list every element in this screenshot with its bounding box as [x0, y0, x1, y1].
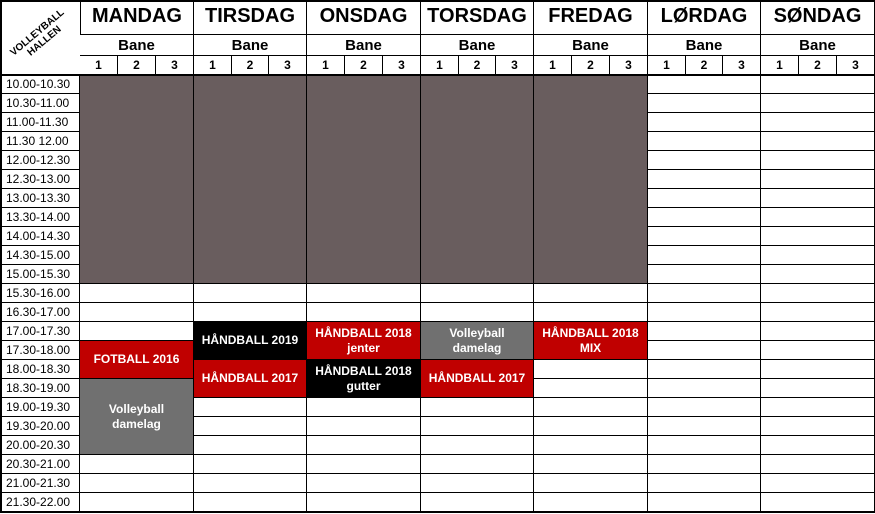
day-slot-cell[interactable] [534, 436, 648, 455]
day-slot-cell[interactable] [421, 474, 534, 493]
day-slot-cell[interactable] [194, 398, 307, 417]
day-slot-cell[interactable] [194, 474, 307, 493]
day-header: TIRSDAG [194, 0, 307, 35]
day-slot-cell[interactable] [761, 132, 875, 151]
time-slot: 10.30-11.00 [0, 94, 80, 113]
day-slot-cell[interactable] [761, 417, 875, 436]
court-number: 3 [837, 56, 875, 75]
day-slot-cell[interactable] [761, 284, 875, 303]
court-number: 1 [648, 56, 686, 75]
day-slot-cell[interactable] [534, 284, 648, 303]
bane-label: Bane [648, 35, 761, 56]
court-number: 1 [80, 56, 118, 75]
day-slot-cell[interactable] [307, 398, 421, 417]
time-slot: 12.30-13.00 [0, 170, 80, 189]
day-slot-cell[interactable] [761, 265, 875, 284]
time-slot: 21.00-21.30 [0, 474, 80, 493]
day-slot-cell[interactable] [648, 113, 761, 132]
day-slot-cell[interactable] [534, 455, 648, 474]
time-slot: 19.30-20.00 [0, 417, 80, 436]
time-slot: 12.00-12.30 [0, 151, 80, 170]
day-header: LØRDAG [648, 0, 761, 35]
day-slot-cell[interactable] [648, 455, 761, 474]
court-number: 1 [421, 56, 459, 75]
day-slot-cell[interactable] [648, 94, 761, 113]
day-slot-cell[interactable] [307, 474, 421, 493]
unavailable-block[interactable] [306, 74, 421, 284]
day-slot-cell[interactable] [194, 436, 307, 455]
day-slot-cell[interactable] [307, 436, 421, 455]
day-slot-cell[interactable] [761, 208, 875, 227]
time-slot: 19.00-19.30 [0, 398, 80, 417]
bane-label: Bane [534, 35, 648, 56]
bane-label: Bane [761, 35, 875, 56]
court-number: 2 [232, 56, 269, 75]
bane-label: Bane [194, 35, 307, 56]
day-slot-cell[interactable] [648, 265, 761, 284]
day-slot-cell[interactable] [421, 284, 534, 303]
court-number: 3 [383, 56, 421, 75]
time-slot: 21.30-22.00 [0, 493, 80, 512]
day-slot-cell[interactable] [761, 474, 875, 493]
court-number: 2 [118, 56, 156, 75]
day-slot-cell[interactable] [648, 417, 761, 436]
day-header: ONSDAG [307, 0, 421, 35]
booking-block[interactable] [306, 321, 421, 360]
court-number: 3 [723, 56, 761, 75]
booking-label: HÅNDBALL 2019 [201, 333, 299, 347]
day-slot-cell[interactable] [648, 436, 761, 455]
day-slot-cell[interactable] [194, 493, 307, 512]
court-number: 2 [459, 56, 496, 75]
day-slot-cell[interactable] [194, 417, 307, 436]
time-slot: 15.30-16.00 [0, 284, 80, 303]
day-header: FREDAG [534, 0, 648, 35]
day-slot-cell[interactable] [648, 132, 761, 151]
court-number: 3 [269, 56, 307, 75]
unavailable-block[interactable] [79, 74, 194, 284]
time-slot: 17.00-17.30 [0, 322, 80, 341]
time-slot: 17.30-18.00 [0, 341, 80, 360]
hall-label-cell [0, 0, 80, 75]
booking-label: HÅNDBALL 2018 gutter [315, 363, 412, 393]
booking-block[interactable] [306, 359, 421, 398]
booking-label: HÅNDBALL 2017 [201, 371, 299, 385]
day-slot-cell[interactable] [648, 246, 761, 265]
court-number: 2 [799, 56, 837, 75]
day-header: SØNDAG [761, 0, 875, 35]
time-slot: 11.00-11.30 [0, 113, 80, 132]
day-slot-cell[interactable] [761, 379, 875, 398]
time-slot: 13.00-13.30 [0, 189, 80, 208]
day-slot-cell[interactable] [761, 151, 875, 170]
unavailable-block[interactable] [420, 74, 534, 284]
hall-label: VOLLEYBALL HALLEN [8, 7, 67, 59]
court-number: 1 [761, 56, 799, 75]
time-slot: 18.00-18.30 [0, 360, 80, 379]
court-number: 1 [307, 56, 345, 75]
day-slot-cell[interactable] [648, 322, 761, 341]
time-slot: 13.30-14.00 [0, 208, 80, 227]
day-slot-cell[interactable] [194, 455, 307, 474]
day-slot-cell[interactable] [648, 151, 761, 170]
day-slot-cell[interactable] [761, 189, 875, 208]
day-slot-cell[interactable] [648, 284, 761, 303]
court-number: 2 [572, 56, 610, 75]
booking-label: HÅNDBALL 2018 MIX [542, 325, 639, 355]
day-slot-cell[interactable] [648, 398, 761, 417]
court-number: 3 [496, 56, 534, 75]
day-slot-cell[interactable] [648, 360, 761, 379]
day-slot-cell[interactable] [194, 284, 307, 303]
day-slot-cell[interactable] [648, 189, 761, 208]
day-slot-cell[interactable] [80, 303, 194, 322]
booking-label: Volleyball damelag [108, 401, 165, 431]
day-header: TORSDAG [421, 0, 534, 35]
day-slot-cell[interactable] [761, 113, 875, 132]
day-slot-cell[interactable] [761, 398, 875, 417]
booking-label: FOTBALL 2016 [93, 352, 180, 366]
day-slot-cell[interactable] [648, 474, 761, 493]
day-slot-cell[interactable] [421, 303, 534, 322]
day-slot-cell[interactable] [761, 94, 875, 113]
day-slot-cell[interactable] [761, 455, 875, 474]
day-slot-cell[interactable] [80, 284, 194, 303]
booking-block[interactable] [193, 321, 307, 360]
day-slot-cell[interactable] [421, 436, 534, 455]
day-slot-cell[interactable] [307, 455, 421, 474]
day-slot-cell[interactable] [648, 208, 761, 227]
day-slot-cell[interactable] [307, 284, 421, 303]
day-slot-cell[interactable] [761, 493, 875, 512]
day-slot-cell[interactable] [534, 379, 648, 398]
unavailable-block[interactable] [193, 74, 307, 284]
booking-label: Volleyball damelag [449, 325, 505, 355]
day-slot-cell[interactable] [761, 227, 875, 246]
court-number: 2 [686, 56, 723, 75]
day-slot-cell[interactable] [761, 322, 875, 341]
day-slot-cell[interactable] [534, 493, 648, 512]
court-number: 3 [156, 56, 194, 75]
booking-block[interactable] [420, 359, 534, 398]
day-slot-cell[interactable] [80, 322, 194, 341]
time-slot: 11.30 12.00 [0, 132, 80, 151]
time-slot: 16.30-17.00 [0, 303, 80, 322]
day-slot-cell[interactable] [648, 227, 761, 246]
day-slot-cell[interactable] [761, 246, 875, 265]
day-slot-cell[interactable] [648, 379, 761, 398]
time-slot: 20.30-21.00 [0, 455, 80, 474]
day-slot-cell[interactable] [534, 360, 648, 379]
day-slot-cell[interactable] [648, 170, 761, 189]
time-slot: 14.30-15.00 [0, 246, 80, 265]
day-slot-cell[interactable] [194, 303, 307, 322]
day-slot-cell[interactable] [421, 398, 534, 417]
unavailable-block[interactable] [533, 74, 648, 284]
day-slot-cell[interactable] [534, 474, 648, 493]
day-slot-cell[interactable] [761, 75, 875, 94]
time-slot: 15.00-15.30 [0, 265, 80, 284]
day-slot-cell[interactable] [421, 493, 534, 512]
court-number: 1 [534, 56, 572, 75]
court-number: 3 [610, 56, 648, 75]
day-header: MANDAG [80, 0, 194, 35]
day-slot-cell[interactable] [648, 341, 761, 360]
day-slot-cell[interactable] [648, 75, 761, 94]
time-slot: 10.00-10.30 [0, 75, 80, 94]
booking-block[interactable] [79, 340, 194, 379]
day-slot-cell[interactable] [648, 303, 761, 322]
day-slot-cell[interactable] [307, 303, 421, 322]
bane-label: Bane [421, 35, 534, 56]
day-slot-cell[interactable] [421, 417, 534, 436]
court-number: 1 [194, 56, 232, 75]
booking-block[interactable] [79, 378, 194, 455]
time-slot: 14.00-14.30 [0, 227, 80, 246]
day-slot-cell[interactable] [80, 493, 194, 512]
booking-label: HÅNDBALL 2018 jenter [315, 325, 412, 355]
day-slot-cell[interactable] [80, 474, 194, 493]
day-slot-cell[interactable] [534, 417, 648, 436]
day-slot-cell[interactable] [534, 303, 648, 322]
day-slot-cell[interactable] [307, 417, 421, 436]
day-slot-cell[interactable] [761, 341, 875, 360]
booking-block[interactable] [193, 359, 307, 398]
day-slot-cell[interactable] [421, 455, 534, 474]
booking-label: HÅNDBALL 2017 [428, 371, 526, 385]
day-slot-cell[interactable] [761, 436, 875, 455]
booking-block[interactable] [420, 321, 534, 360]
day-slot-cell[interactable] [648, 493, 761, 512]
day-slot-cell[interactable] [534, 398, 648, 417]
day-slot-cell[interactable] [307, 493, 421, 512]
booking-block[interactable] [533, 321, 648, 360]
day-slot-cell[interactable] [761, 360, 875, 379]
time-slot: 18.30-19.00 [0, 379, 80, 398]
time-slot: 20.00-20.30 [0, 436, 80, 455]
day-slot-cell[interactable] [761, 303, 875, 322]
day-slot-cell[interactable] [761, 170, 875, 189]
bane-label: Bane [80, 35, 194, 56]
day-slot-cell[interactable] [80, 455, 194, 474]
court-number: 2 [345, 56, 383, 75]
bane-label: Bane [307, 35, 421, 56]
